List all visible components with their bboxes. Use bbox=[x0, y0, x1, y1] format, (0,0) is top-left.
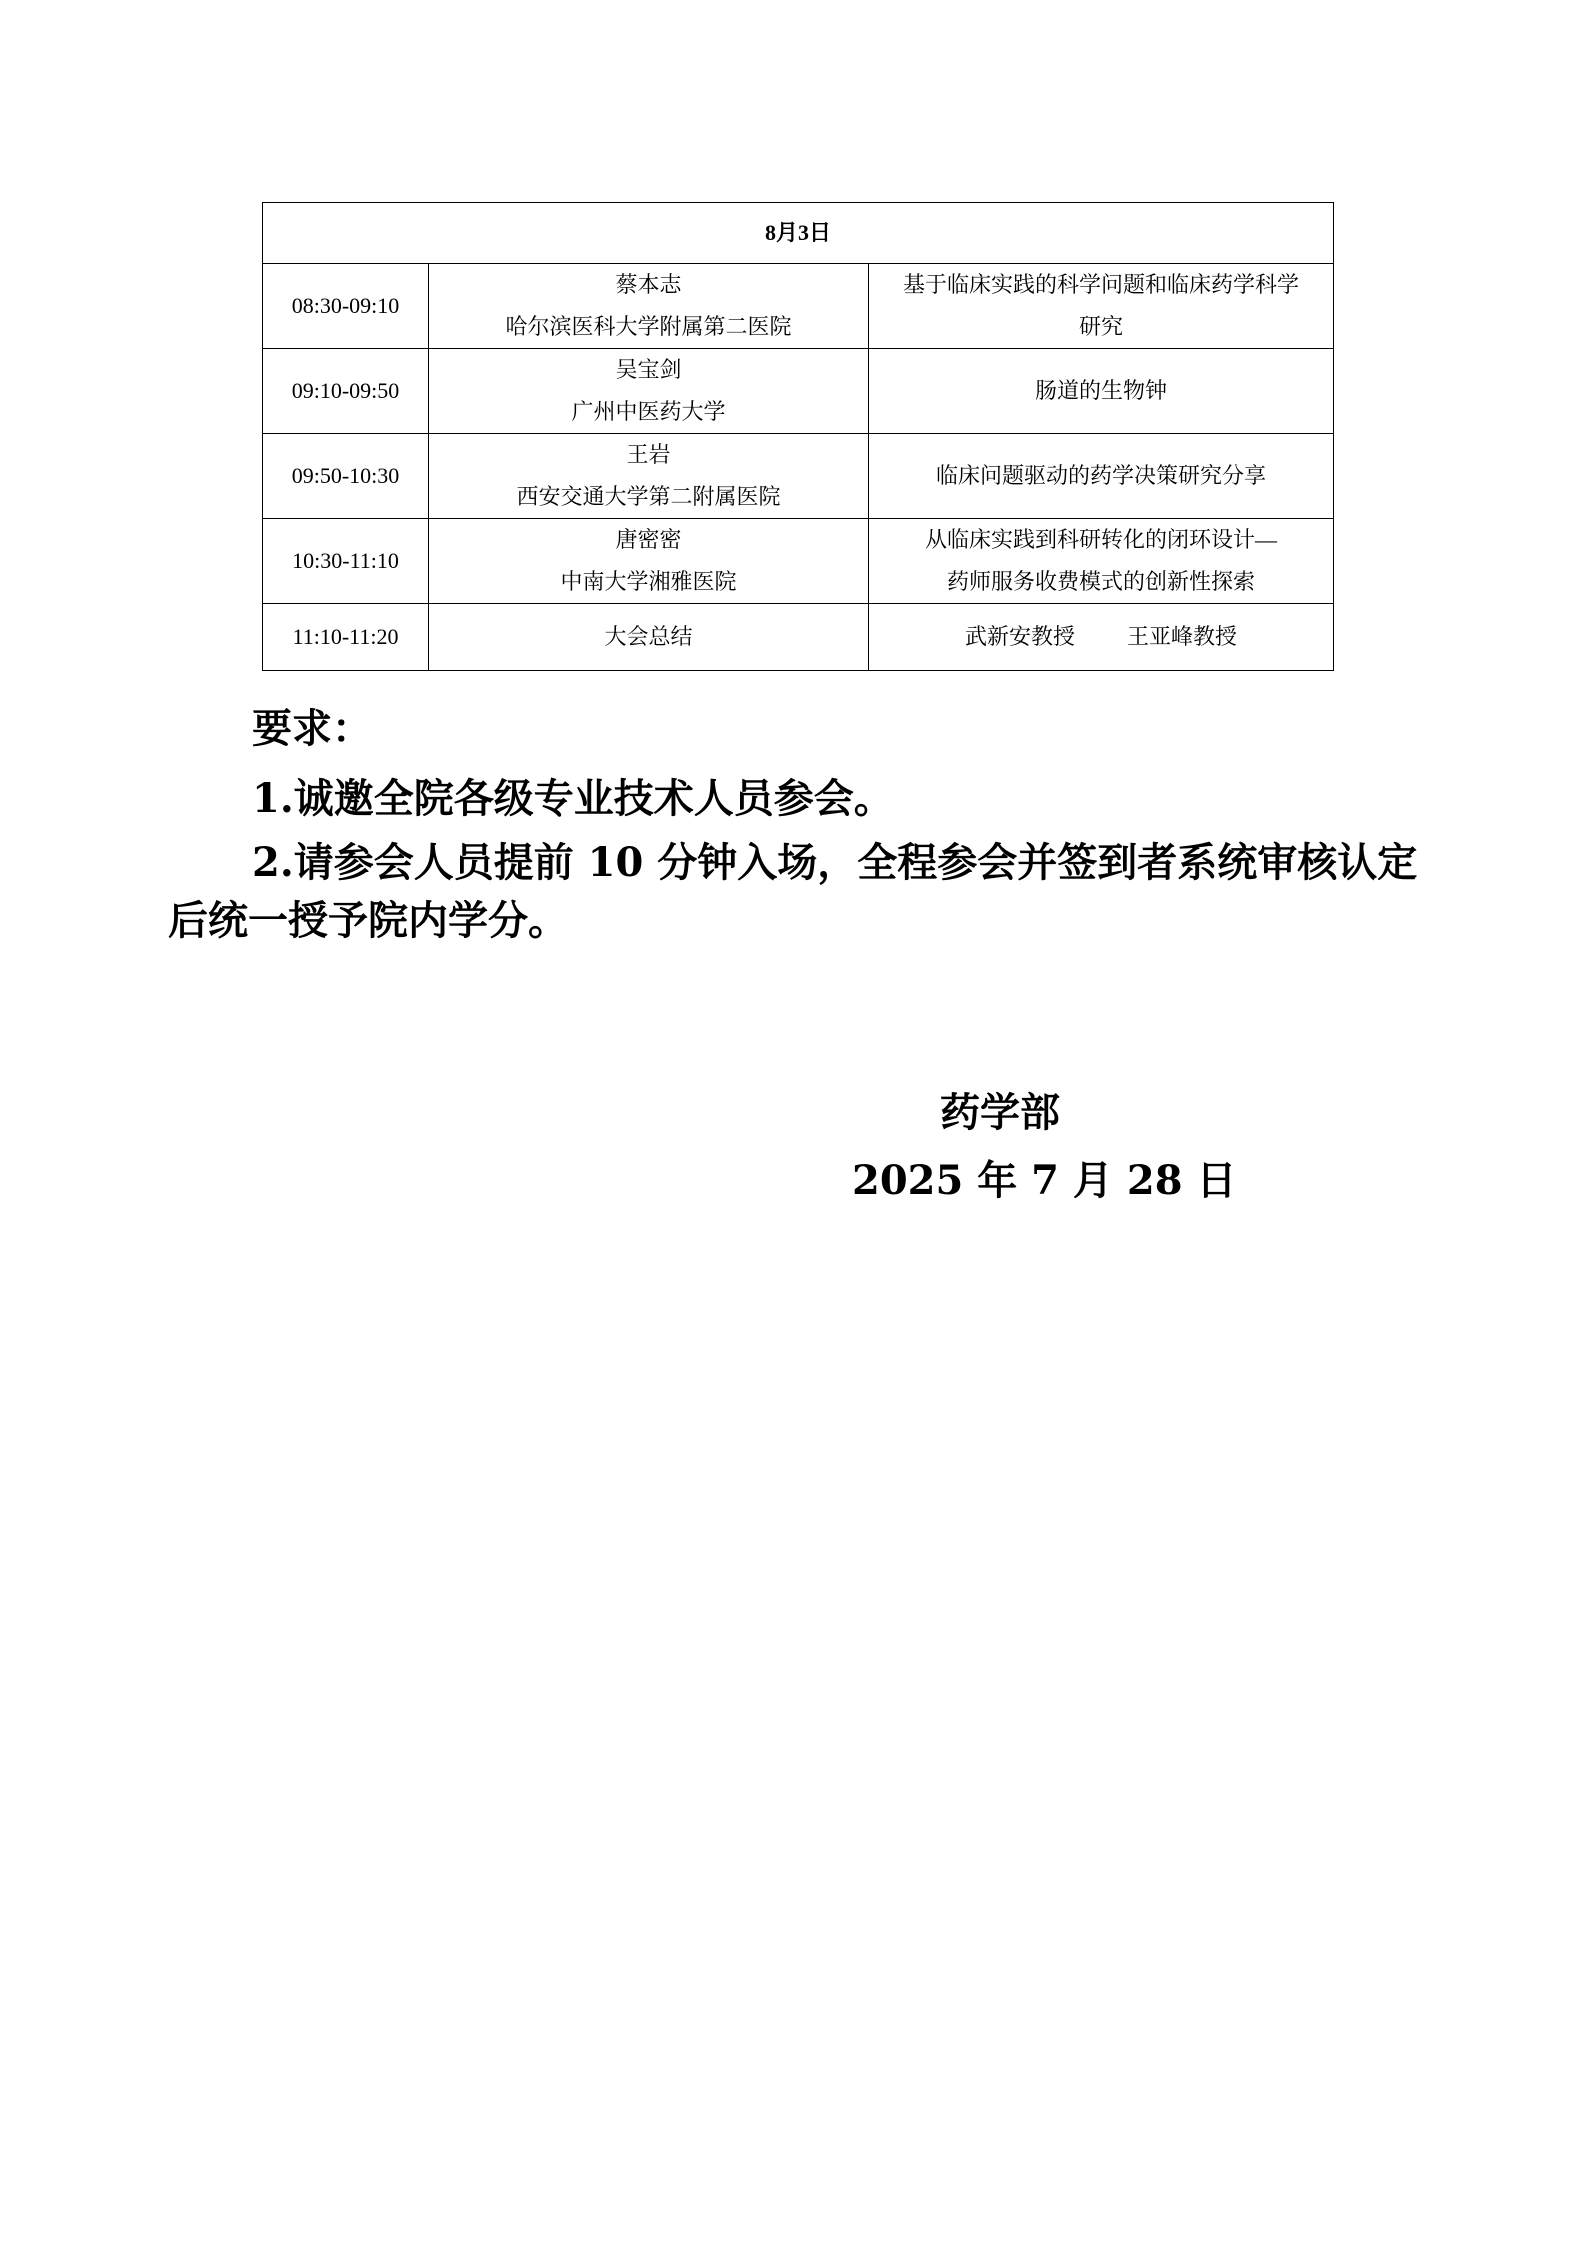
speaker-cell bbox=[429, 519, 869, 604]
schedule-date-header: 8月3日 bbox=[263, 203, 1334, 264]
moderators-cell bbox=[869, 604, 1334, 671]
signature-date: 2025 年 7 月 28 日 bbox=[852, 1157, 1237, 1204]
speaker-name: 唐密密 bbox=[615, 527, 682, 552]
requirements-title: 要求： bbox=[252, 705, 372, 752]
session-time: 11:10-11:20 bbox=[263, 604, 429, 671]
topic-line: 从临床实践到科研转化的闭环设计— bbox=[925, 527, 1278, 552]
speaker-cell bbox=[429, 349, 869, 434]
speaker-name: 王岩 bbox=[626, 442, 671, 467]
speaker-affiliation: 中南大学湘雅医院 bbox=[560, 569, 737, 594]
table-row bbox=[263, 519, 1334, 604]
speaker-affiliation: 广州中医药大学 bbox=[571, 399, 726, 424]
table-row bbox=[263, 434, 1334, 519]
table-row bbox=[263, 349, 1334, 434]
moderator-name: 王亚峰教授 bbox=[1127, 624, 1238, 649]
topic-line: 肠道的生物钟 bbox=[1035, 378, 1168, 403]
speaker-affiliation: 哈尔滨医科大学附属第二医院 bbox=[505, 314, 792, 339]
topic-cell bbox=[869, 349, 1334, 434]
signature-department: 药学部 bbox=[940, 1089, 1060, 1136]
speaker-affiliation: 西安交通大学第二附属医院 bbox=[516, 484, 781, 509]
topic-cell bbox=[869, 264, 1334, 349]
schedule-date-header-row bbox=[263, 203, 1334, 264]
session-time: 08:30-09:10 bbox=[263, 264, 429, 349]
schedule-table bbox=[262, 202, 1334, 671]
speaker-cell bbox=[429, 434, 869, 519]
topic-line: 基于临床实践的科学问题和临床药学科学 bbox=[903, 272, 1300, 297]
session-time: 09:50-10:30 bbox=[263, 434, 429, 519]
speaker-name: 蔡本志 bbox=[615, 272, 682, 297]
topic-cell bbox=[869, 434, 1334, 519]
moderator-name: 武新安教授 bbox=[965, 624, 1076, 649]
speaker-name: 吴宝剑 bbox=[615, 357, 682, 382]
topic-line: 研究 bbox=[1079, 314, 1124, 339]
session-title: 大会总结 bbox=[429, 604, 869, 671]
topic-line: 临床问题驱动的药学决策研究分享 bbox=[936, 463, 1267, 488]
requirement-item: 1.诚邀全院各级专业技术人员参会。 bbox=[252, 775, 894, 822]
requirement-item: 2.请参会人员提前 10 分钟入场，全程参会并签到者系统审核认定后统一授予院内学分。 bbox=[168, 839, 1418, 944]
speaker-cell bbox=[429, 264, 869, 349]
topic-cell bbox=[869, 519, 1334, 604]
table-row bbox=[263, 604, 1334, 671]
session-time: 09:10-09:50 bbox=[263, 349, 429, 434]
topic-line: 药师服务收费模式的创新性探索 bbox=[947, 569, 1256, 594]
table-row bbox=[263, 264, 1334, 349]
session-time: 10:30-11:10 bbox=[263, 519, 429, 604]
